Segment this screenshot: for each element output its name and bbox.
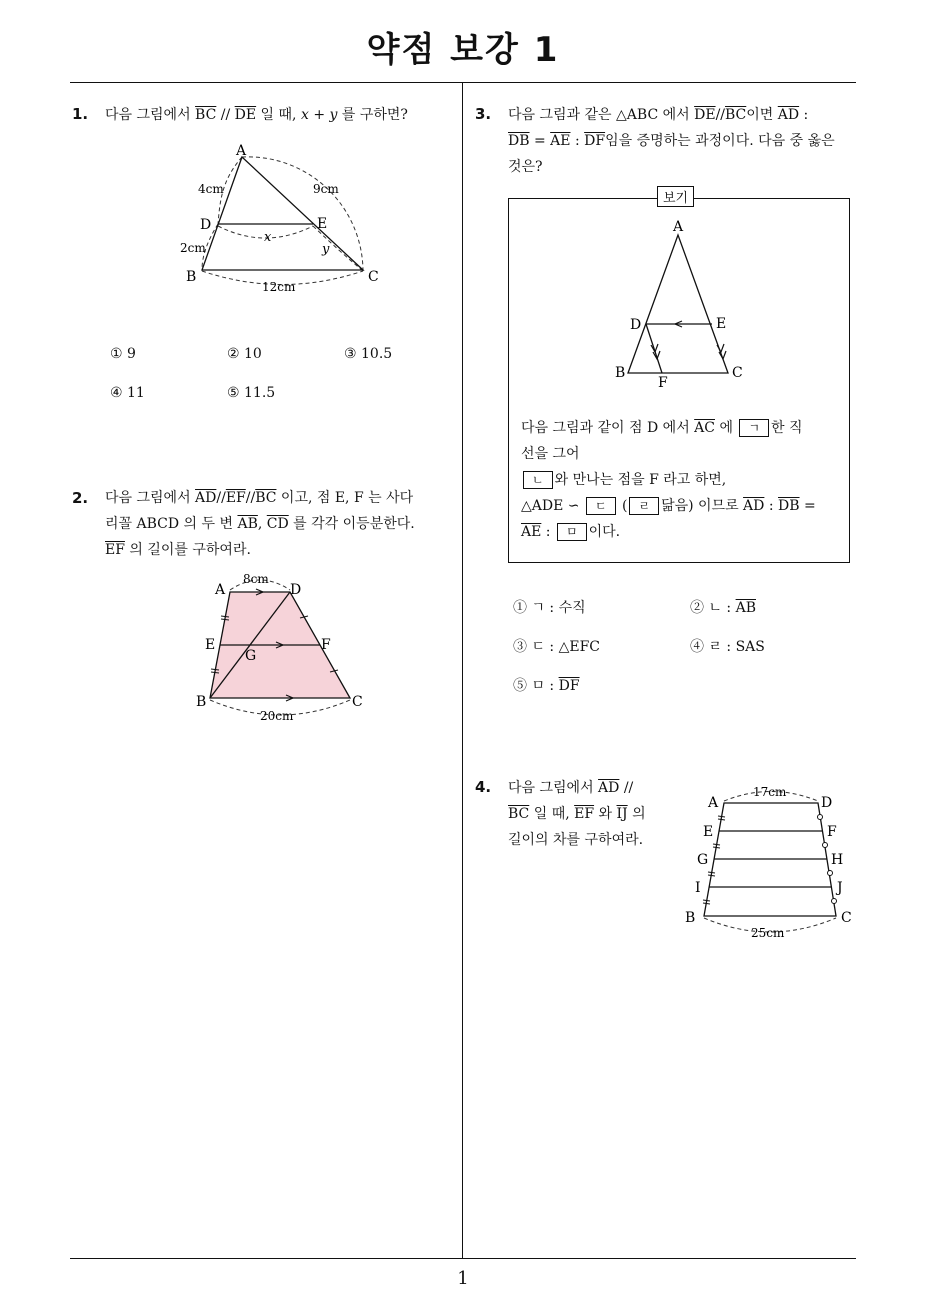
q1-choice-4[interactable]: ④ 11 — [110, 385, 145, 401]
question-1-figure — [170, 140, 400, 300]
q3-choice-5[interactable]: ⑤ ㅁ : $\overline{DF}$ — [513, 678, 580, 694]
arc-ec — [313, 226, 363, 271]
label-e: E — [716, 316, 727, 332]
label-c: C — [352, 694, 363, 710]
question-4-number: 4. — [475, 778, 492, 796]
blank-3: ㄷ — [586, 497, 616, 515]
proof-text: 다음 그림과 같이 점 D 에서 $\overline{AC}$ 에 ㄱ 한 직 선을 그어 ㄴ 와 만나는 점을 F 라고 하면, △ADE ∽ ㄷ ( ㄹ 닮음) 이므로 $\overline{AD}$ : $\overline{DB}$ = $\overline{AE}$ : ㅁ 이다. — [521, 420, 816, 540]
q1-choice-5[interactable]: ⑤ 11.5 — [227, 385, 276, 401]
label-f: F — [321, 637, 331, 653]
label-a: A — [673, 219, 684, 235]
label-bc-length: 20cm — [260, 709, 294, 723]
label-f: F — [658, 375, 668, 390]
label-b: B — [615, 365, 626, 381]
question-1-text: 다음 그림에서 $\overline{BC} // \overline{DE}$ 일 때, x + y 를 구하면? — [105, 107, 408, 123]
header-rule — [70, 82, 856, 83]
question-4-figure — [680, 780, 860, 945]
label-c: C — [732, 365, 743, 381]
q3-choice-4[interactable]: ④ ㄹ : SAS — [690, 639, 765, 655]
question-1-number: 1. — [72, 105, 89, 123]
label-a: A — [236, 143, 247, 159]
label-a: A — [215, 582, 226, 598]
label-b: B — [186, 269, 197, 285]
q1-choice-2[interactable]: ② 10 — [227, 346, 262, 362]
label-c: C — [841, 910, 852, 926]
label-y: y — [322, 242, 330, 257]
label-bc-length: 12cm — [262, 280, 296, 294]
question-2-figure — [190, 570, 380, 730]
label-f: F — [827, 824, 837, 840]
label-d: D — [290, 582, 302, 598]
question-2-text: 다음 그림에서 $\overline{AD}//\overline{EF}//\overline{BC}$ 이고, 점 E, F 는 사다 리꼴 ABCD 의 두 변 $\overline{AB}$, $\overline{CD}$ 를 각각 이등분한다. $\overline{EF}$ 의 길이를 구하여라. — [105, 490, 415, 558]
q3-choice-1[interactable]: ① ㄱ : 수직 — [513, 600, 586, 616]
label-x: x — [264, 230, 272, 245]
blank-5: ㅁ — [557, 523, 587, 541]
proof-box-label: 보기 — [657, 186, 694, 207]
question-4-text: 다음 그림에서 $\overline{AD}$ // $\overline{BC}$ 일 때, $\overline{EF}$ 와 $\overline{IJ}$ 의 길이의 차를 구하여라. — [508, 780, 646, 848]
label-d: D — [200, 217, 212, 233]
label-ad-length: 4cm — [198, 182, 224, 196]
label-ac-length: 9cm — [313, 182, 339, 196]
page-number: 1 — [457, 1268, 469, 1289]
label-bc-length: 25cm — [751, 926, 785, 940]
blank-4: ㄹ — [629, 497, 659, 515]
label-a: A — [708, 795, 719, 811]
label-e: E — [205, 637, 216, 653]
q3-choice-2[interactable]: ② ㄴ : $\overline{AB}$ — [690, 600, 756, 616]
label-e: E — [703, 824, 714, 840]
column-divider — [462, 83, 463, 1258]
footer-rule — [70, 1258, 856, 1259]
label-g: G — [245, 648, 257, 664]
label-c: C — [368, 269, 379, 285]
blank-1: ㄱ — [739, 419, 769, 437]
question-3-text: 다음 그림과 같은 △ABC 에서 $\overline{DE}//\overline{BC}$이면 $\overline{AD}$ : $\overline{DB} = \overline{AE}$ : $\overline{DF}$임을 증명하는 과정이다. 다음 중 옳은 것은? — [508, 107, 835, 175]
blank-2: ㄴ — [523, 471, 553, 489]
label-b: B — [685, 910, 696, 926]
label-i: I — [695, 880, 701, 896]
segment-df — [646, 324, 662, 373]
label-j: J — [837, 880, 843, 896]
q3-choice-3[interactable]: ③ ㄷ : △EFC — [513, 639, 601, 655]
q1-choice-1[interactable]: ① 9 — [110, 346, 136, 362]
question-2-number: 2. — [72, 489, 89, 507]
label-ad-length: 8cm — [243, 572, 269, 586]
label-db-length: 2cm — [180, 241, 206, 255]
label-d: D — [821, 795, 833, 811]
label-b: B — [196, 694, 207, 710]
question-3-number: 3. — [475, 105, 492, 123]
label-g: G — [697, 852, 709, 868]
triangle-abc — [628, 235, 728, 373]
label-h: H — [831, 852, 844, 868]
label-d: D — [630, 317, 642, 333]
q1-choice-3[interactable]: ③ 10.5 — [344, 346, 393, 362]
question-3-figure — [600, 215, 760, 390]
label-e: E — [317, 216, 328, 232]
page-title: 약점 보강 1 — [366, 30, 560, 70]
label-ad-length: 17cm — [753, 785, 787, 799]
triangle-abc — [202, 157, 363, 270]
